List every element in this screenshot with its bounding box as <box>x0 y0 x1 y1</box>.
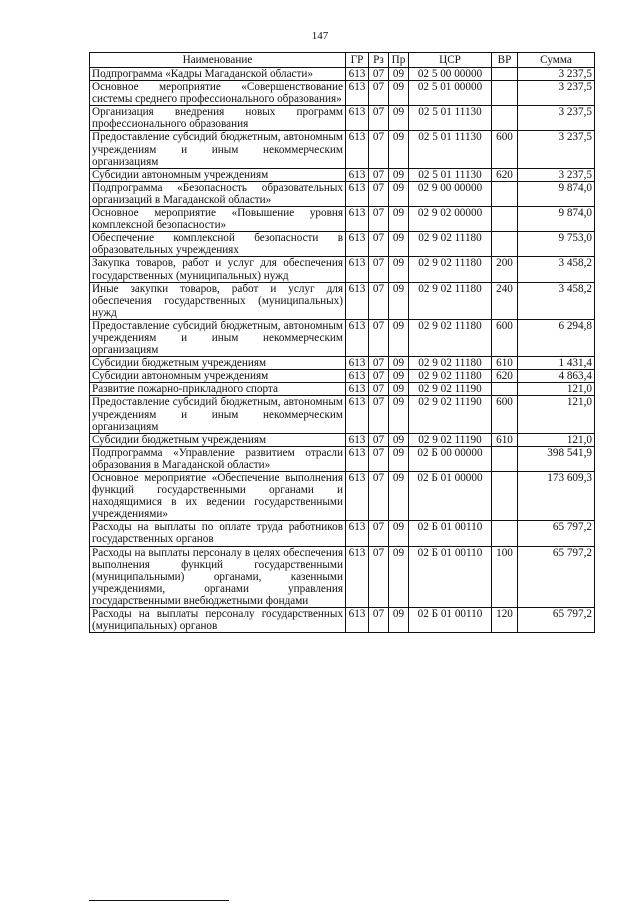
row-gr-cell: 613 <box>346 282 369 319</box>
row-sum-cell: 3 237,5 <box>518 106 595 131</box>
table-row <box>90 383 595 396</box>
row-csr-cell: 02 Б 01 00000 <box>409 472 492 521</box>
row-csr-cell: 02 9 02 11180 <box>409 370 492 383</box>
row-sum-cell: 173 609,3 <box>518 472 595 521</box>
row-vr-cell <box>492 68 518 81</box>
row-vr-cell: 120 <box>492 608 518 633</box>
row-vr-cell: 100 <box>492 546 518 607</box>
row-rz-cell: 07 <box>369 232 389 257</box>
row-rz-cell: 07 <box>369 446 389 471</box>
table-body <box>90 68 595 633</box>
row-vr-cell <box>492 472 518 521</box>
row-pr-cell: 09 <box>389 383 409 396</box>
row-pr-cell: 09 <box>389 433 409 446</box>
row-rz-cell: 07 <box>369 521 389 546</box>
row-csr-cell: 02 9 02 11180 <box>409 257 492 282</box>
row-name-cell: Расходы на выплаты персоналу государственных (муниципальных) органов <box>90 608 346 633</box>
table-row <box>90 396 595 433</box>
table-row <box>90 472 595 521</box>
header-sum: Сумма <box>518 53 595 68</box>
row-csr-cell: 02 9 00 00000 <box>409 181 492 206</box>
table-row <box>90 181 595 206</box>
row-name-cell: Подпрограмма «Кадры Магаданской области» <box>90 68 346 81</box>
row-csr-cell: 02 9 02 11180 <box>409 319 492 356</box>
row-rz-cell: 07 <box>369 257 389 282</box>
row-rz-cell: 07 <box>369 181 389 206</box>
row-gr-cell: 613 <box>346 106 369 131</box>
row-gr-cell: 613 <box>346 433 369 446</box>
row-csr-cell: 02 9 02 11180 <box>409 282 492 319</box>
row-sum-cell: 9 874,0 <box>518 181 595 206</box>
table-row <box>90 319 595 356</box>
row-sum-cell: 9 874,0 <box>518 207 595 232</box>
row-gr-cell: 613 <box>346 319 369 356</box>
table-row <box>90 68 595 81</box>
row-sum-cell: 1 431,4 <box>518 357 595 370</box>
row-vr-cell <box>492 232 518 257</box>
row-csr-cell: 02 Б 01 00110 <box>409 521 492 546</box>
row-vr-cell <box>492 106 518 131</box>
row-gr-cell: 613 <box>346 472 369 521</box>
header-vr: ВР <box>492 53 518 68</box>
row-sum-cell: 121,0 <box>518 396 595 433</box>
table-row <box>90 81 595 106</box>
row-rz-cell: 07 <box>369 608 389 633</box>
row-name-cell: Закупка товаров, работ и услуг для обеспечения государственных (муниципальных) нужд <box>90 257 346 282</box>
row-name-cell: Развитие пожарно-прикладного спорта <box>90 383 346 396</box>
row-rz-cell: 07 <box>369 396 389 433</box>
row-csr-cell: 02 Б 01 00110 <box>409 608 492 633</box>
row-rz-cell: 07 <box>369 433 389 446</box>
row-csr-cell: 02 9 02 11190 <box>409 433 492 446</box>
row-pr-cell: 09 <box>389 232 409 257</box>
row-csr-cell: 02 5 01 11130 <box>409 131 492 168</box>
row-name-cell: Предоставление субсидий бюджетным, автономным учреждениям и иным некоммерческим организациям <box>90 131 346 168</box>
row-rz-cell: 07 <box>369 68 389 81</box>
row-name-cell: Подпрограмма «Безопасность образовательных организаций в Магаданской области» <box>90 181 346 206</box>
row-csr-cell: 02 9 02 00000 <box>409 207 492 232</box>
row-gr-cell: 613 <box>346 446 369 471</box>
row-vr-cell: 610 <box>492 433 518 446</box>
header-row <box>90 53 595 68</box>
header-rz: Рз <box>369 53 389 68</box>
row-name-cell: Основное мероприятие «Обеспечение выполнения функций государственными органами и находящимися в их ведении государственными учреждениями» <box>90 472 346 521</box>
footnote-separator <box>89 900 229 901</box>
header-gr: ГР <box>346 53 369 68</box>
row-name-cell: Субсидии автономным учреждениям <box>90 168 346 181</box>
row-gr-cell: 613 <box>346 168 369 181</box>
row-vr-cell <box>492 383 518 396</box>
table-row <box>90 106 595 131</box>
row-sum-cell: 3 458,2 <box>518 282 595 319</box>
row-pr-cell: 09 <box>389 257 409 282</box>
row-sum-cell: 65 797,2 <box>518 521 595 546</box>
header-name: Наименование <box>90 53 346 68</box>
row-pr-cell: 09 <box>389 446 409 471</box>
row-sum-cell: 3 237,5 <box>518 81 595 106</box>
row-vr-cell: 600 <box>492 319 518 356</box>
row-name-cell: Организация внедрения новых программ профессионального образования <box>90 106 346 131</box>
row-pr-cell: 09 <box>389 168 409 181</box>
row-pr-cell: 09 <box>389 207 409 232</box>
row-vr-cell <box>492 521 518 546</box>
row-sum-cell: 121,0 <box>518 433 595 446</box>
row-name-cell: Основное мероприятие «Совершенствование системы среднего профессионального образования» <box>90 81 346 106</box>
row-rz-cell: 07 <box>369 383 389 396</box>
row-csr-cell: 02 5 01 11130 <box>409 106 492 131</box>
row-sum-cell: 121,0 <box>518 383 595 396</box>
row-pr-cell: 09 <box>389 472 409 521</box>
row-rz-cell: 07 <box>369 472 389 521</box>
row-vr-cell <box>492 81 518 106</box>
row-name-cell: Субсидии бюджетным учреждениям <box>90 357 346 370</box>
row-pr-cell: 09 <box>389 608 409 633</box>
row-vr-cell: 610 <box>492 357 518 370</box>
table-row <box>90 357 595 370</box>
header-pr: Пр <box>389 53 409 68</box>
row-vr-cell <box>492 181 518 206</box>
row-rz-cell: 07 <box>369 319 389 356</box>
row-csr-cell: 02 9 02 11190 <box>409 396 492 433</box>
row-csr-cell: 02 9 02 11190 <box>409 383 492 396</box>
row-pr-cell: 09 <box>389 131 409 168</box>
row-csr-cell: 02 Б 00 00000 <box>409 446 492 471</box>
row-csr-cell: 02 5 01 11130 <box>409 168 492 181</box>
table-row <box>90 608 595 633</box>
row-gr-cell: 613 <box>346 608 369 633</box>
row-csr-cell: 02 Б 01 00110 <box>409 546 492 607</box>
row-rz-cell: 07 <box>369 357 389 370</box>
row-gr-cell: 613 <box>346 257 369 282</box>
row-name-cell: Основное мероприятие «Повышение уровня комплексной безопасности» <box>90 207 346 232</box>
table-row <box>90 446 595 471</box>
row-pr-cell: 09 <box>389 68 409 81</box>
page-number: 147 <box>311 30 329 42</box>
row-pr-cell: 09 <box>389 106 409 131</box>
row-pr-cell: 09 <box>389 282 409 319</box>
row-gr-cell: 613 <box>346 232 369 257</box>
row-name-cell: Обеспечение комплексной безопасности в образовательных учреждениях <box>90 232 346 257</box>
row-rz-cell: 07 <box>369 131 389 168</box>
row-name-cell: Субсидии бюджетным учреждениям <box>90 433 346 446</box>
row-rz-cell: 07 <box>369 370 389 383</box>
row-sum-cell: 4 863,4 <box>518 370 595 383</box>
row-gr-cell: 613 <box>346 81 369 106</box>
row-gr-cell: 613 <box>346 357 369 370</box>
row-name-cell: Предоставление субсидий бюджетным, автономным учреждениям и иным некоммерческим организациям <box>90 396 346 433</box>
row-pr-cell: 09 <box>389 81 409 106</box>
row-rz-cell: 07 <box>369 81 389 106</box>
row-gr-cell: 613 <box>346 396 369 433</box>
row-pr-cell: 09 <box>389 370 409 383</box>
row-name-cell: Предоставление субсидий бюджетным, автономным учреждениям и иным некоммерческим организациям <box>90 319 346 356</box>
row-vr-cell: 620 <box>492 370 518 383</box>
row-gr-cell: 613 <box>346 370 369 383</box>
row-vr-cell: 600 <box>492 131 518 168</box>
row-sum-cell: 65 797,2 <box>518 546 595 607</box>
table-row <box>90 370 595 383</box>
table-row <box>90 282 595 319</box>
budget-table <box>89 52 595 633</box>
row-csr-cell: 02 5 01 00000 <box>409 81 492 106</box>
table-row <box>90 168 595 181</box>
row-vr-cell: 620 <box>492 168 518 181</box>
row-gr-cell: 613 <box>346 131 369 168</box>
row-pr-cell: 09 <box>389 521 409 546</box>
row-gr-cell: 613 <box>346 207 369 232</box>
row-sum-cell: 6 294,8 <box>518 319 595 356</box>
row-sum-cell: 398 541,9 <box>518 446 595 471</box>
row-sum-cell: 3 237,5 <box>518 68 595 81</box>
row-vr-cell: 240 <box>492 282 518 319</box>
row-gr-cell: 613 <box>346 546 369 607</box>
table-row <box>90 521 595 546</box>
row-pr-cell: 09 <box>389 319 409 356</box>
table-row <box>90 232 595 257</box>
row-sum-cell: 3 237,5 <box>518 168 595 181</box>
row-rz-cell: 07 <box>369 168 389 181</box>
row-name-cell: Подпрограмма «Управление развитием отрасли образования в Магаданской области» <box>90 446 346 471</box>
row-gr-cell: 613 <box>346 383 369 396</box>
row-csr-cell: 02 5 00 00000 <box>409 68 492 81</box>
table-row <box>90 433 595 446</box>
row-name-cell: Расходы на выплаты персоналу в целях обеспечения выполнения функций государственными (муниципальными) органами, казенными учреждениями, органами управления государственными внебюджетными фондами <box>90 546 346 607</box>
row-csr-cell: 02 9 02 11180 <box>409 357 492 370</box>
row-rz-cell: 07 <box>369 282 389 319</box>
row-rz-cell: 07 <box>369 106 389 131</box>
row-name-cell: Расходы на выплаты по оплате труда работников государственных органов <box>90 521 346 546</box>
row-sum-cell: 3 237,5 <box>518 131 595 168</box>
row-vr-cell: 200 <box>492 257 518 282</box>
row-gr-cell: 613 <box>346 181 369 206</box>
row-name-cell: Субсидии автономным учреждениям <box>90 370 346 383</box>
row-name-cell: Иные закупки товаров, работ и услуг для обеспечения государственных (муниципальных) нужд <box>90 282 346 319</box>
table-row <box>90 131 595 168</box>
row-pr-cell: 09 <box>389 357 409 370</box>
row-gr-cell: 613 <box>346 68 369 81</box>
table-row <box>90 546 595 607</box>
row-rz-cell: 07 <box>369 207 389 232</box>
row-pr-cell: 09 <box>389 396 409 433</box>
row-pr-cell: 09 <box>389 181 409 206</box>
row-rz-cell: 07 <box>369 546 389 607</box>
row-vr-cell <box>492 207 518 232</box>
row-vr-cell: 600 <box>492 396 518 433</box>
row-vr-cell <box>492 446 518 471</box>
row-sum-cell: 65 797,2 <box>518 608 595 633</box>
table-row <box>90 257 595 282</box>
row-csr-cell: 02 9 02 11180 <box>409 232 492 257</box>
row-gr-cell: 613 <box>346 521 369 546</box>
header-csr: ЦСР <box>409 53 492 68</box>
row-sum-cell: 3 458,2 <box>518 257 595 282</box>
table-row <box>90 207 595 232</box>
row-sum-cell: 9 753,0 <box>518 232 595 257</box>
row-pr-cell: 09 <box>389 546 409 607</box>
